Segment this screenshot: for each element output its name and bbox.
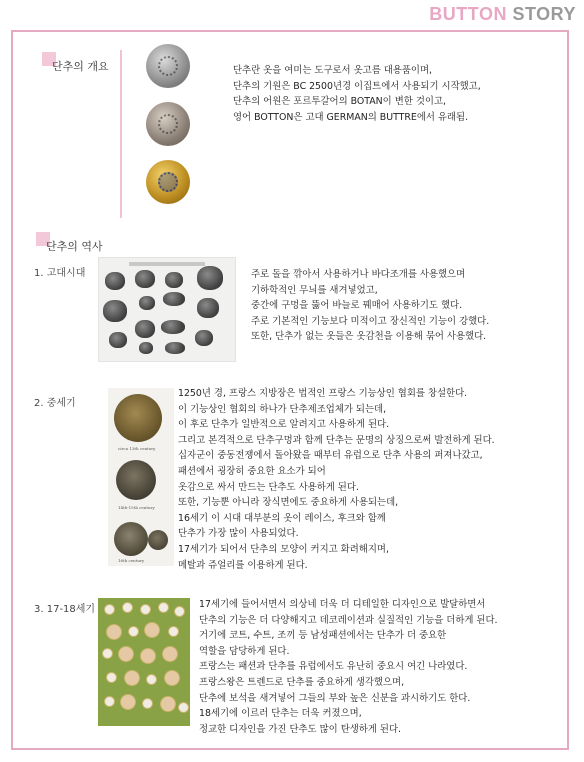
18th-century-buttons-image [98,598,190,726]
section-ancient-text: 주로 돌을 깎아서 사용하거나 바다조개를 사용했으며 기하학적인 무늬를 새겨넣었고, 중간에 구멍을 뚫어 바늘로 꿰매어 사용하기도 했다. 주로 기본적인 기능보다 미적이고 장신적인 기능이 강했다. 또한, 단추가 없는 옷들은 옷감천을 이용해 묶어 사용했다. [251,269,490,343]
history-title: 단추의 역사 [46,238,103,254]
section-17-18-label: 3. 17-18세기 [34,604,96,615]
divider-line [120,50,122,218]
section-medieval-label: 2. 중세기 [34,398,76,409]
section-17-18-text: 17세기에 들어서면서 의상네 더욱 더 디테일한 디자인으로 발달하면서 단추의 기능은 더 다양해지고 데코레이션과 실질적인 기능을 더하게 된다. 거기에 코트, 수트, 조끼 등 남성패션에서는 단추가 더 중요한 역할을 담당하게 된다. 프랑스는 패션과 단추를 유럽에서도 유난히 중요시 여긴 나라였다. 프랑스왕은 트렌드로 단추를 중요하게 생각했으며, 단추에 보석을 새겨넣어 그들의 부와 높은 신분을 과시하기도 한다. 18세기에 이르러 단추는 더욱 커졌으며, 정교한 디자인을 가진 단추도 많이 탄생하게 된다. [199,599,498,735]
brand-word-button: BUTTON [429,4,507,24]
overview-text: 단추란 옷을 여미는 도구로서 옷고름 대용품이며, 단추의 기원은 BC 2500년경 이집트에서 사용되기 시작했고, 단추의 어원은 포르투갈어의 BOTAN이 변한 것이고, 영어 BOTTON은 고대 GERMAN의 BUTTRE에서 유래됨. [233,65,481,123]
button-image-gold [146,160,190,204]
button-image-bronze [146,102,190,146]
ancient-buttons-image [98,257,236,362]
brand-title [429,4,576,25]
button-image-silver [146,44,190,88]
overview-title: 단추의 개요 [52,58,109,74]
brand-word-story: STORY [512,4,576,24]
section-ancient-label: 1. 고대시대 [34,268,86,279]
medieval-buttons-image: circa 13th century 14th-15th century 16th century [108,388,174,566]
section-medieval-text: 1250년 경, 프랑스 지방장은 법적인 프랑스 기능상인 협회를 창설한다. 이 기능상인 협회의 하나가 단추제조업체가 되는데, 이 후로 단추가 일반적으로 알려지고 사용하게 된다. 그리고 본격적으로 단추구멍과 함께 단추는 문명의 상징으로써 발전하게 된다. 십자군이 중동전쟁에서 돌아왔을 때부터 유럽으로 단추 사용의 퍼져나갔고, 패션에서 굉장히 중요한 요소가 되어 옷감으로 싸서 만드는 단추도 사용하게 된다. 또한, 기능뿐 아니라 장식면에도 중요하게 사용되는데, 16세기 이 시대 대부분의 옷이 레이스, 후크와 함께 단추가 가장 많이 사용되었다. 17세기가 되어서 단추의 모양이 커지고 화려해지며, 메탈과 쥬얼리를 이용하게 된다. [178,388,495,571]
